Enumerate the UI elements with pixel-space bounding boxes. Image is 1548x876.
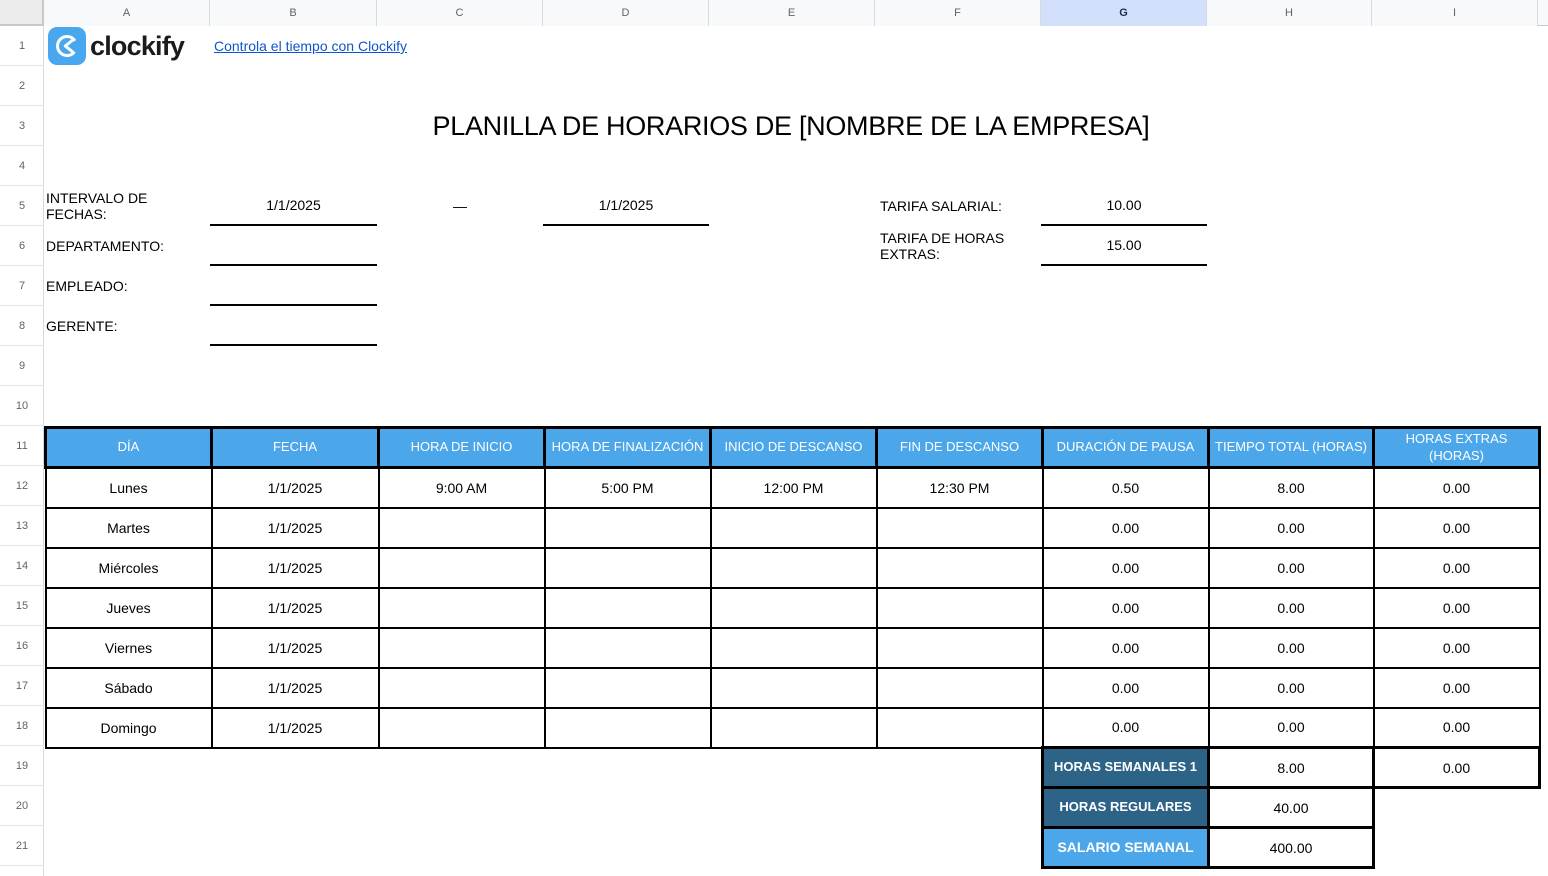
table-cell[interactable]: 0.00: [1043, 708, 1209, 748]
row-header-16[interactable]: 16: [0, 626, 44, 666]
column-header-d[interactable]: D: [543, 0, 709, 26]
table-cell[interactable]: [877, 668, 1043, 708]
table-cell[interactable]: 0.00: [1043, 668, 1209, 708]
table-cell[interactable]: [379, 548, 545, 588]
table-cell[interactable]: 0.00: [1209, 588, 1374, 628]
table-row-lunes: [46, 468, 1540, 508]
row-header-10[interactable]: 10: [0, 386, 44, 426]
table-cell[interactable]: 12:00 PM: [711, 468, 877, 508]
column-header-filler: [1538, 0, 1548, 25]
row-header-bar: [0, 26, 44, 876]
table-cell[interactable]: 0.00: [1043, 588, 1209, 628]
table-cell[interactable]: [545, 588, 711, 628]
table-cell[interactable]: [877, 548, 1043, 588]
summary-label-salario-semanal[interactable]: SALARIO SEMANAL: [1043, 828, 1209, 868]
table-cell[interactable]: [877, 708, 1043, 748]
table-row-sabado: [46, 668, 1540, 708]
table-cell[interactable]: 0.00: [1209, 508, 1374, 548]
row-header-20[interactable]: 20: [0, 786, 44, 826]
table-cell[interactable]: [545, 508, 711, 548]
table-cell[interactable]: 0.00: [1374, 708, 1540, 748]
table-header-hora-inicio[interactable]: HORA DE INICIO: [379, 428, 545, 468]
wage-rate-field[interactable]: 10.00: [1041, 186, 1207, 226]
row-header-12[interactable]: 12: [0, 466, 44, 506]
table-cell[interactable]: [711, 548, 877, 588]
row-header-7[interactable]: 7: [0, 266, 44, 306]
row-header-9[interactable]: 9: [0, 346, 44, 386]
table-cell[interactable]: [711, 708, 877, 748]
table-cell[interactable]: [711, 668, 877, 708]
row-header-13[interactable]: 13: [0, 506, 44, 546]
employee-field[interactable]: [210, 266, 377, 306]
clockify-promo-link[interactable]: Controla el tiempo con Clockify: [214, 38, 407, 54]
wage-rate-label[interactable]: TARIFA SALARIAL:: [880, 197, 1002, 214]
table-header-inicio-descanso[interactable]: INICIO DE DESCANSO: [711, 428, 877, 468]
row-header-3[interactable]: 3: [0, 106, 44, 146]
table-cell[interactable]: 0.00: [1043, 628, 1209, 668]
table-cell[interactable]: [711, 628, 877, 668]
summary-label-horas-regulares[interactable]: HORAS REGULARES: [1043, 788, 1209, 828]
table-cell[interactable]: 0.00: [1209, 548, 1374, 588]
table-cell[interactable]: 1/1/2025: [212, 668, 379, 708]
empty-region[interactable]: [46, 828, 1043, 868]
clock-icon: [52, 31, 82, 61]
summary-value-salario-semanal[interactable]: 400.00: [1209, 828, 1374, 868]
column-header-a[interactable]: A: [44, 0, 210, 26]
date-from-field[interactable]: 1/1/2025: [210, 186, 377, 226]
summary-value-horas-semanales[interactable]: 8.00: [1209, 748, 1374, 788]
manager-field[interactable]: [210, 306, 377, 346]
table-cell[interactable]: [545, 548, 711, 588]
table-cell[interactable]: [877, 508, 1043, 548]
table-cell[interactable]: [711, 588, 877, 628]
table-cell[interactable]: 0.00: [1374, 668, 1540, 708]
table-header-row: [46, 428, 1540, 468]
table-row-viernes: [46, 628, 1540, 668]
summary-row-salario-semanal: [46, 828, 1540, 868]
table-cell[interactable]: [711, 508, 877, 548]
column-header-h[interactable]: H: [1207, 0, 1372, 26]
manager-label[interactable]: GERENTE:: [46, 317, 118, 334]
overtime-rate-label[interactable]: TARIFA DE HORAS EXTRAS:: [880, 229, 1005, 262]
summary-row-horas-regulares: [46, 788, 1540, 828]
table-cell[interactable]: [877, 628, 1043, 668]
empty-region[interactable]: [46, 748, 1043, 788]
table-cell[interactable]: 0.00: [1043, 548, 1209, 588]
table-header-duracion-pausa[interactable]: DURACIÓN DE PAUSA: [1043, 428, 1209, 468]
row-header-18[interactable]: 18: [0, 706, 44, 746]
row-header-5[interactable]: 5: [0, 186, 44, 226]
column-header-b[interactable]: B: [210, 0, 377, 26]
table-cell[interactable]: 0.50: [1043, 468, 1209, 508]
select-all-corner[interactable]: [0, 0, 44, 26]
row-header-1[interactable]: 1: [0, 26, 44, 66]
summary-row-horas-semanales: [46, 748, 1540, 788]
table-cell[interactable]: Viernes: [46, 628, 212, 668]
table-cell[interactable]: [379, 628, 545, 668]
overtime-rate-field[interactable]: 15.00: [1041, 226, 1207, 266]
table-cell[interactable]: 1/1/2025: [212, 468, 379, 508]
table-header-fecha[interactable]: FECHA: [212, 428, 379, 468]
table-row-jueves: [46, 588, 1540, 628]
row-header-14[interactable]: 14: [0, 546, 44, 586]
empty-region[interactable]: [1374, 788, 1540, 828]
table-cell[interactable]: 5:00 PM: [545, 468, 711, 508]
table-row-miercoles: [46, 548, 1540, 588]
table-cell[interactable]: 1/1/2025: [212, 588, 379, 628]
table-header-hora-finalizacion[interactable]: HORA DE FINALIZACIÓN: [545, 428, 711, 468]
table-cell[interactable]: 1/1/2025: [212, 708, 379, 748]
table-cell[interactable]: 0.00: [1374, 468, 1540, 508]
table-cell[interactable]: 0.00: [1209, 708, 1374, 748]
table-header-horas-extras[interactable]: HORAS EXTRAS (HORAS): [1374, 428, 1540, 468]
table-cell[interactable]: 12:30 PM: [877, 468, 1043, 508]
table-row-domingo: [46, 708, 1540, 748]
column-header-e[interactable]: E: [709, 0, 875, 26]
table-cell[interactable]: 1/1/2025: [212, 508, 379, 548]
row-header-6[interactable]: 6: [0, 226, 44, 266]
table-cell[interactable]: 0.00: [1374, 588, 1540, 628]
column-header-f[interactable]: F: [875, 0, 1041, 26]
table-cell[interactable]: 9:00 AM: [379, 468, 545, 508]
table-cell[interactable]: 0.00: [1209, 668, 1374, 708]
row-header-11[interactable]: 11: [0, 426, 44, 466]
table-cell[interactable]: 0.00: [1209, 628, 1374, 668]
employee-label[interactable]: EMPLEADO:: [46, 277, 128, 294]
table-cell[interactable]: [545, 708, 711, 748]
table-cell[interactable]: [877, 588, 1043, 628]
table-cell[interactable]: [379, 588, 545, 628]
table-cell[interactable]: Miércoles: [46, 548, 212, 588]
table-cell[interactable]: [545, 628, 711, 668]
table-header-fin-descanso[interactable]: FIN DE DESCANSO: [877, 428, 1043, 468]
empty-region[interactable]: [1374, 828, 1540, 868]
row-header-19[interactable]: 19: [0, 746, 44, 786]
table-cell[interactable]: [379, 668, 545, 708]
table-cell[interactable]: Jueves: [46, 588, 212, 628]
table-cell[interactable]: 0.00: [1374, 548, 1540, 588]
column-header-bar: [0, 0, 1548, 26]
date-range-dash: —: [453, 197, 467, 214]
summary-value-extras[interactable]: 0.00: [1374, 748, 1540, 788]
table-cell[interactable]: 8.00: [1209, 468, 1374, 508]
table-cell[interactable]: 0.00: [1374, 628, 1540, 668]
row-header-17[interactable]: 17: [0, 666, 44, 706]
timesheet-table: [44, 426, 1541, 869]
column-header-i[interactable]: I: [1372, 0, 1538, 26]
table-cell[interactable]: Martes: [46, 508, 212, 548]
table-cell[interactable]: Lunes: [46, 468, 212, 508]
empty-region[interactable]: [46, 788, 1043, 828]
interval-label[interactable]: INTERVALO DE FECHAS:: [46, 189, 148, 222]
table-cell[interactable]: Domingo: [46, 708, 212, 748]
table-cell[interactable]: 1/1/2025: [212, 628, 379, 668]
row-header-4[interactable]: 4: [0, 146, 44, 186]
department-label[interactable]: DEPARTAMENTO:: [46, 237, 164, 254]
column-header-g-selected[interactable]: G: [1041, 0, 1207, 26]
summary-label-horas-semanales[interactable]: HORAS SEMANALES 1: [1043, 748, 1209, 788]
clockify-logo-icon: [48, 27, 86, 65]
clockify-wordmark: clockify: [90, 30, 185, 61]
table-cell[interactable]: [379, 708, 545, 748]
table-cell[interactable]: 1/1/2025: [212, 548, 379, 588]
sheet-title[interactable]: PLANILLA DE HORARIOS DE [NOMBRE DE LA EMPRESA]: [432, 110, 1150, 141]
table-header-dia[interactable]: DÍA: [46, 428, 212, 468]
table-cell[interactable]: [379, 508, 545, 548]
date-to-field[interactable]: 1/1/2025: [543, 186, 709, 226]
column-header-c[interactable]: C: [377, 0, 543, 26]
row-header-2[interactable]: 2: [0, 66, 44, 106]
table-cell[interactable]: 0.00: [1043, 508, 1209, 548]
table-cell[interactable]: [545, 668, 711, 708]
summary-value-horas-regulares[interactable]: 40.00: [1209, 788, 1374, 828]
department-field[interactable]: [210, 226, 377, 266]
row-header-15[interactable]: 15: [0, 586, 44, 626]
table-header-tiempo-total[interactable]: TIEMPO TOTAL (HORAS): [1209, 428, 1374, 468]
table-cell[interactable]: Sábado: [46, 668, 212, 708]
table-row-martes: [46, 508, 1540, 548]
row-header-8[interactable]: 8: [0, 306, 44, 346]
table-cell[interactable]: 0.00: [1374, 508, 1540, 548]
row-header-21[interactable]: 21: [0, 826, 44, 866]
